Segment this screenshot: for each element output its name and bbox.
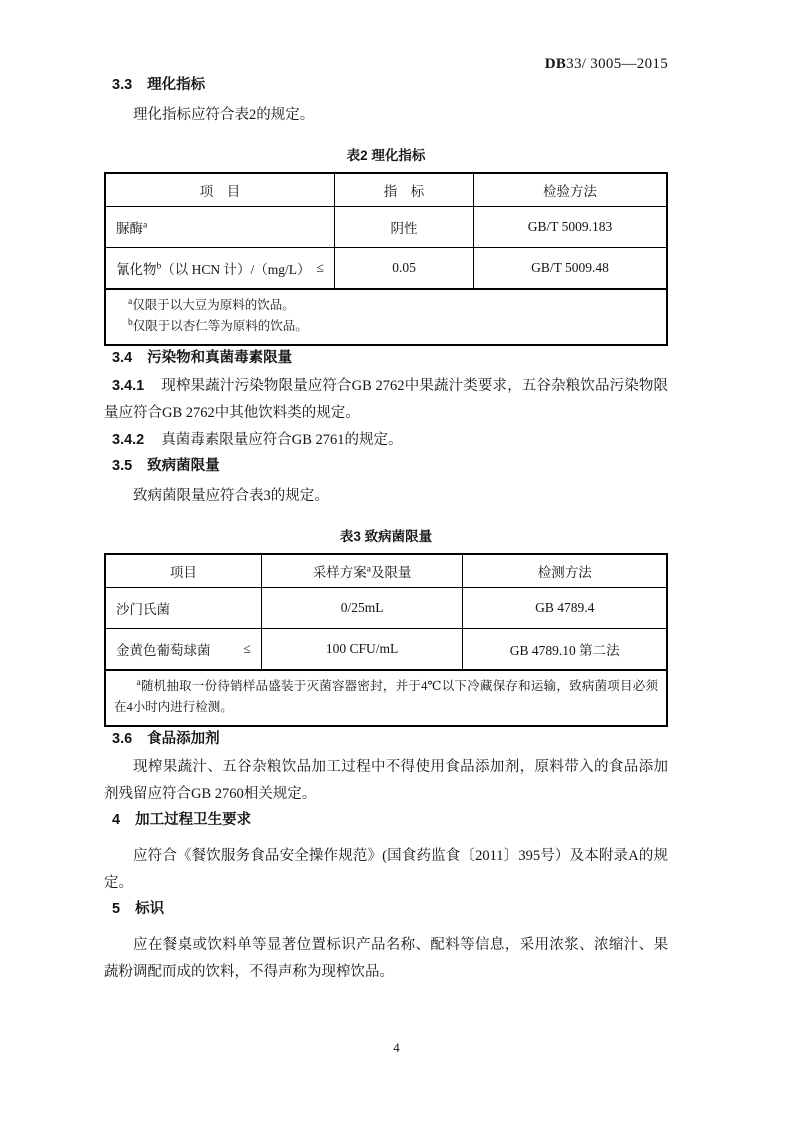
item-superscript: a [143, 220, 148, 231]
clause-text: 现榨果蔬汁污染物限量应符合GB 2762中果蔬汁类要求，五谷杂粮饮品污染物限量应符合GB 2762中其他饮料类的规定。 [104, 378, 668, 421]
table2-row1-item-cell [105, 207, 334, 248]
heading-3-3 [104, 73, 668, 94]
relation-symbol: ≤ [316, 260, 324, 275]
table3-row1-method-cell: GB 4789.4 [463, 588, 667, 629]
heading-title: 污染物和真菌毒素限量 [147, 350, 293, 366]
paragraph-3-5: 致病菌限量应符合表3的规定。 [133, 488, 329, 504]
page-content [104, 0, 668, 986]
heading-title: 致病菌限量 [147, 458, 220, 474]
heading-number: 4 [112, 812, 121, 828]
table2-row2-value-cell: 0.05 [334, 248, 473, 290]
item-text: 脲酶 [116, 221, 143, 236]
table2-row1-value-cell: 阴性 [334, 207, 473, 248]
table-row [105, 588, 667, 629]
table2-physicochemical [104, 172, 668, 346]
header-text: 及限量 [370, 565, 412, 580]
table2-col-method: 检验方法 [474, 173, 667, 207]
item-text: 沙门氏菌 [116, 602, 170, 617]
standard-code [104, 56, 668, 73]
paragraph-5: 应在餐桌或饮料单等显著位置标识产品名称、配料等信息，采用浓浆、浓缩汁、果蔬粉调配而成的饮料，不得声称为现榨饮品。 [104, 937, 668, 980]
table-row [105, 207, 667, 248]
table3-row2-value-cell: 100 CFU/mL [261, 629, 463, 671]
table3-header-row [105, 554, 667, 588]
footnote-marker: a [136, 677, 141, 688]
table2-header-row [105, 173, 667, 207]
heading-3-6 [104, 727, 668, 748]
heading-3-4 [104, 346, 668, 367]
standard-code-suffix: 33/ 3005—2015 [566, 56, 668, 72]
table2-row2-item-cell [105, 248, 334, 290]
paragraph-4: 应符合《餐饮服务食品安全操作规范》(国食药监食〔2011〕395号）及本附录A的规定。 [104, 848, 668, 891]
table2-caption: 表2 理化指标 [346, 148, 426, 163]
paragraph-3-6: 现榨果蔬汁、五谷杂粮饮品加工过程中不得使用食品添加剂，原料带入的食品添加剂残留应符合GB 2760相关规定。 [104, 759, 668, 802]
table3-col-method: 检测方法 [463, 554, 667, 588]
footnote-b [114, 316, 658, 337]
table3-footnote-row [105, 670, 667, 726]
item-text: 金黄色葡萄球菌 [116, 643, 211, 658]
footnote-text: 仅限于以杏仁等为原料的饮品。 [132, 319, 308, 333]
heading-number: 3.4 [112, 350, 133, 366]
table2-footnotes [105, 289, 667, 345]
clause-text: 真菌毒素限量应符合GB 2761的规定。 [161, 432, 403, 448]
table2-footnote-row [105, 289, 667, 345]
footnote-marker: b [128, 317, 133, 328]
heading-number: 3.6 [112, 731, 133, 747]
footnote-marker: a [128, 296, 133, 307]
table-row [105, 629, 667, 671]
heading-3-5 [104, 454, 668, 475]
table3-row1-item-cell [105, 588, 261, 629]
table2-col-index: 指 标 [334, 173, 473, 207]
standard-code-prefix: DB [544, 56, 567, 72]
table3-row1-value-cell: 0/25mL [261, 588, 463, 629]
page-number: 4 [393, 1040, 400, 1055]
heading-title: 理化指标 [147, 77, 206, 93]
heading-title: 加工过程卫生要求 [135, 812, 252, 828]
footnote-text: 随机抽取一份待销样品盛装于灭菌容器密封，并于4℃以下冷藏保存和运输，致病菌项目必须在4小时内进行检测。 [114, 679, 658, 714]
item-rest: （以 HCN 计）/（mg/L） [161, 262, 311, 277]
table3-row2-method-cell: GB 4789.10 第二法 [463, 629, 667, 671]
heading-number: 5 [112, 901, 121, 917]
clause-3-4-1 [104, 373, 668, 427]
clause-number: 3.4.2 [112, 432, 145, 448]
header-text: 采样方案 [312, 565, 367, 580]
paragraph-3-3: 理化指标应符合表2的规定。 [133, 107, 315, 123]
heading-number: 3.3 [112, 77, 133, 93]
table3-col-item: 项目 [105, 554, 261, 588]
clause-number: 3.4.1 [112, 378, 145, 394]
header-superscript: a [366, 564, 371, 575]
table3-col-plan [261, 554, 463, 588]
footnote-a [114, 295, 658, 316]
item-text: 氰化物 [116, 262, 157, 277]
table-row [105, 248, 667, 290]
table3-pathogen-limits [104, 553, 668, 727]
heading-number: 3.5 [112, 458, 133, 474]
footnote-text: 仅限于以大豆为原料的饮品。 [132, 298, 295, 312]
footnote-a [114, 676, 658, 718]
table3-row2-item-cell [105, 629, 261, 671]
item-superscript: b [156, 261, 162, 272]
table2-row1-method-cell: GB/T 5009.183 [474, 207, 667, 248]
relation-symbol: ≤ [243, 641, 251, 656]
table2-col-item: 项 目 [105, 173, 334, 207]
table3-caption: 表3 致病菌限量 [339, 529, 433, 544]
heading-5 [104, 897, 668, 918]
heading-4 [104, 808, 668, 829]
table3-footnote [105, 670, 667, 726]
heading-title: 食品添加剂 [147, 731, 220, 747]
clause-3-4-2 [104, 427, 668, 454]
table2-row2-method-cell: GB/T 5009.48 [474, 248, 667, 290]
heading-title: 标识 [135, 901, 165, 917]
